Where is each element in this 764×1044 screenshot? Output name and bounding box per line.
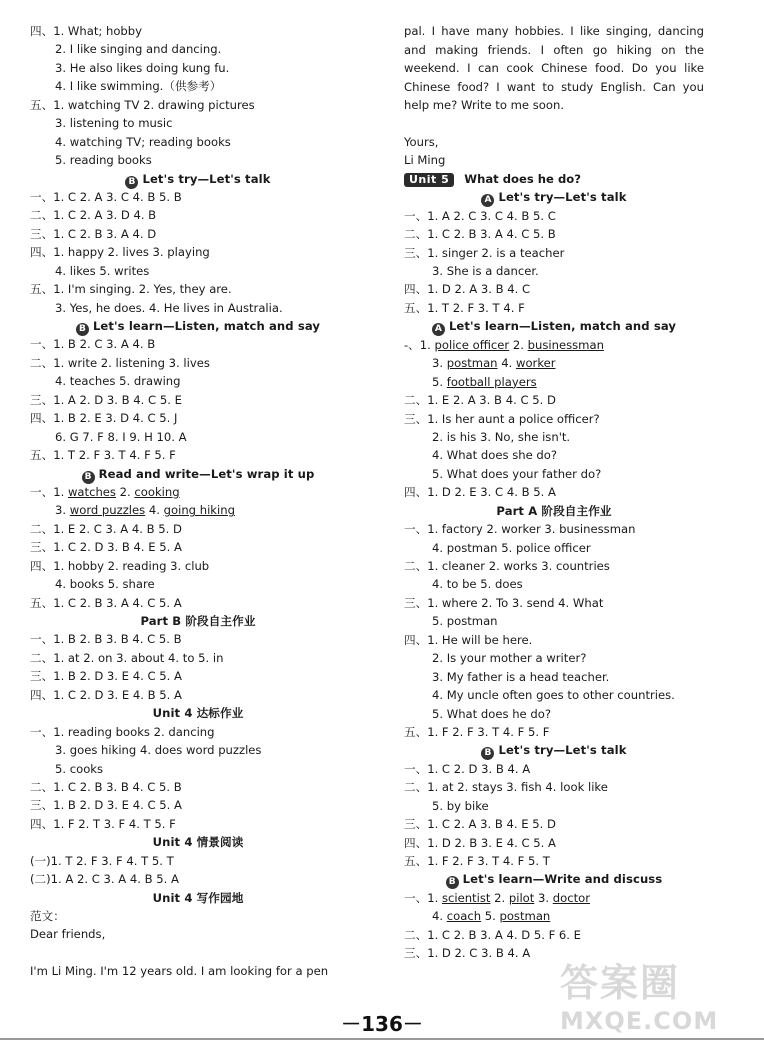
answer-line: 3. listening to music — [55, 116, 173, 131]
answer-line: 5. cooks — [55, 761, 104, 776]
answer-line: 一、1. B 2. C 3. A 4. B — [30, 337, 156, 352]
answer-line: 2. Is your mother a writer? — [432, 651, 587, 666]
answer-line: 五、1. I'm singing. 2. Yes, they are. — [30, 282, 232, 297]
answer-sep: 3. — [534, 890, 553, 905]
section-heading — [30, 465, 366, 483]
letter-signature: Li Ming — [404, 153, 446, 168]
section-heading: Unit 4 情景阅读 — [152, 835, 244, 850]
answer-line: 4. postman 5. police officer — [432, 540, 591, 555]
answer-prefix: 3. — [432, 356, 447, 371]
model-essay-label: 范文： — [30, 909, 65, 923]
answer-line: 4. watching TV; reading books — [55, 134, 231, 149]
answer-line: 五、1. C 2. B 3. A 4. C 5. A — [30, 595, 182, 610]
section-badge: B — [125, 176, 138, 189]
section-heading — [404, 317, 704, 335]
answer-line: 3. She is a dancer. — [432, 264, 539, 278]
section-heading: Unit 4 达标作业 — [152, 706, 244, 721]
answer-line: 二、1. at 2. on 3. about 4. to 5. in — [30, 650, 224, 665]
answer-sep: 5. — [481, 909, 500, 924]
answer-line: 4. What does she do? — [432, 448, 558, 463]
answer-line: 三、1. Is her aunt a police officer? — [404, 411, 600, 426]
answer-line — [404, 373, 704, 391]
answer-line: 二、1. write 2. listening 3. lives — [30, 355, 210, 370]
answer-line: 二、1. C 2. B 3. A 4. D 5. F 6. E — [404, 927, 581, 942]
answer-line: 一、1. A 2. C 3. C 4. B 5. C — [404, 208, 556, 223]
section-heading: Part B 阶段自主作业 — [140, 614, 256, 628]
answer-line: 一、1. C 2. D 3. B 4. A — [404, 761, 531, 776]
answer-line: 一、1. factory 2. worker 3. businessman — [404, 522, 636, 537]
answer-line: 2. I like singing and dancing. — [55, 42, 222, 57]
answer-line: 一、1. C 2. A 3. C 4. B 5. B — [30, 189, 182, 204]
underlined-answer: pilot — [508, 890, 535, 905]
answer-line: 5. reading books — [55, 153, 152, 168]
answer-line: 3. My father is a head teacher. — [432, 669, 610, 684]
answer-line: 5. What does he do? — [432, 706, 551, 721]
underlined-answer: businessman — [527, 337, 604, 352]
answer-line: 五、1. F 2. F 3. T 4. F 5. F — [404, 724, 550, 739]
answer-line: 四、1. What; hobby — [30, 24, 143, 38]
underlined-answer: going hiking — [163, 503, 235, 518]
unit-badge: Unit 5 — [404, 173, 454, 187]
right-column — [404, 22, 704, 963]
answer-line: 三、1. where 2. To 3. send 4. What — [404, 595, 604, 610]
section-title: Let's try—Let's talk — [498, 190, 627, 205]
answer-line: 4. likes 5. writes — [55, 263, 150, 278]
answer-line — [404, 354, 704, 372]
answer-line: 二、1. at 2. stays 3. fish 4. look like — [404, 780, 608, 795]
page-number: －136－ — [341, 1012, 423, 1036]
unit-heading — [404, 170, 704, 188]
answer-line: (一)1. T 2. F 3. F 4. T 5. T — [30, 853, 174, 868]
section-badge: B — [446, 876, 459, 889]
answer-sep: 2. — [115, 484, 135, 499]
section-title: Let's learn—Listen, match and say — [448, 319, 677, 334]
section-title: Let's learn—Write and discuss — [462, 872, 663, 887]
answer-line: 五、1. T 2. F 3. T 4. F 5. F — [30, 448, 176, 463]
watermark-url: MXQE.COM — [560, 1007, 719, 1035]
answer-prefix: 4. — [432, 909, 447, 924]
answer-line: 三、1. B 2. D 3. E 4. C 5. A — [30, 669, 182, 684]
section-heading: Part A 阶段自主作业 — [496, 503, 612, 518]
answer-line: 4. to be 5. does — [432, 577, 523, 592]
answer-line: 3. Yes, he does. 4. He lives in Australia. — [55, 300, 283, 315]
answer-line: 4. My uncle often goes to other countries. — [432, 688, 675, 703]
answer-line: 三、1. B 2. D 3. E 4. C 5. A — [30, 798, 182, 813]
answer-line: 四、1. happy 2. lives 3. playing — [30, 245, 210, 260]
answer-sep: 2. — [490, 890, 509, 905]
section-badge: A — [481, 194, 494, 207]
letter-greeting: Dear friends, — [30, 927, 106, 942]
answer-sep: 4. — [145, 503, 164, 518]
answer-line: 一、1. reading books 2. dancing — [30, 724, 215, 739]
underlined-answer: doctor — [552, 890, 590, 905]
letter-body: pal. I have many hobbies. I like singing, dancing and making friends. I often go hiking on the weekend. I can cook Chinese food. Do you like Chinese food? I want to study English. Can you help me? Write to me soon. — [404, 24, 704, 112]
letter-body-start: I'm Li Ming. I'm 12 years old. I am looking for a pen — [30, 964, 329, 979]
answer-line: 3. goes hiking 4. does word puzzles — [55, 743, 262, 758]
section-badge: B — [481, 747, 494, 760]
answer-line: 四、1. C 2. D 3. E 4. B 5. A — [30, 687, 182, 702]
answer-sep: 4. — [497, 356, 516, 371]
section-title: Read and write—Let's wrap it up — [98, 466, 315, 481]
answer-prefix: 5. — [432, 374, 447, 389]
answer-line: 四、1. B 2. E 3. D 4. C 5. J — [30, 411, 178, 426]
answer-line: 6. G 7. F 8. I 9. H 10. A — [55, 429, 187, 444]
answer-line: 四、1. hobby 2. reading 3. club — [30, 558, 210, 573]
underlined-answer: postman — [446, 356, 498, 371]
underlined-answer: postman — [499, 909, 551, 924]
answer-line: 5. by bike — [432, 798, 489, 813]
section-heading — [404, 188, 704, 206]
section-heading: Unit 4 写作园地 — [152, 890, 244, 905]
answer-line — [30, 483, 366, 501]
answer-line: 四、1. He will be here. — [404, 632, 533, 647]
answer-line: 二、1. cleaner 2. works 3. countries — [404, 559, 610, 573]
underlined-answer: scientist — [441, 890, 491, 905]
underlined-answer: football players — [446, 374, 537, 389]
underlined-answer: watches — [67, 484, 116, 499]
letter-closing: Yours, — [404, 134, 439, 149]
answer-line: 三、1. D 2. C 3. B 4. A — [404, 946, 531, 961]
answer-line — [30, 501, 366, 519]
answer-line: 三、1. singer 2. is a teacher — [404, 245, 565, 260]
answer-line: 二、1. C 2. B 3. A 4. C 5. B — [404, 227, 556, 242]
answer-line: 4. teaches 5. drawing — [55, 374, 181, 389]
answer-prefix: 一、1. — [30, 484, 68, 499]
section-badge: A — [432, 323, 445, 336]
underlined-answer: cooking — [134, 484, 180, 499]
left-column — [30, 22, 366, 981]
section-heading — [30, 170, 366, 188]
answer-line: 五、1. F 2. F 3. T 4. F 5. T — [404, 854, 550, 868]
answer-line: 一、1. B 2. B 3. B 4. C 5. B — [30, 632, 182, 647]
answer-line: 四、1. D 2. B 3. E 4. C 5. A — [404, 835, 556, 850]
answer-line: 5. What does your father do? — [432, 466, 602, 481]
answer-line — [404, 907, 704, 925]
answer-line: 4. books 5. share — [55, 577, 155, 592]
watermark-logo — [560, 952, 760, 1040]
answer-line: 三、1. C 2. A 3. B 4. E 5. D — [404, 817, 556, 832]
watermark-text: 答案圈 — [560, 961, 681, 1005]
section-heading — [404, 870, 704, 888]
section-heading — [404, 741, 704, 759]
answer-prefix: 3. — [55, 503, 70, 518]
answer-line: 3. He also likes doing kung fu. — [55, 60, 230, 75]
underlined-answer: word puzzles — [69, 503, 146, 518]
underlined-answer: police officer — [434, 337, 510, 352]
answer-line: 二、1. C 2. A 3. D 4. B — [30, 208, 157, 223]
answer-line: 二、1. C 2. B 3. B 4. C 5. B — [30, 779, 182, 794]
answer-sep: 2. — [509, 337, 528, 352]
section-badge: B — [76, 323, 89, 336]
answer-line — [404, 889, 704, 907]
answer-line: 三、1. A 2. D 3. B 4. C 5. E — [30, 392, 182, 407]
section-title: Let's try—Let's talk — [142, 171, 271, 186]
answer-line — [404, 336, 704, 354]
answer-line: (二)1. A 2. C 3. A 4. B 5. A — [30, 872, 179, 887]
answer-line: 四、1. D 2. E 3. C 4. B 5. A — [404, 485, 556, 500]
answer-prefix: 一、1. — [404, 890, 442, 905]
unit-title: What does he do? — [464, 171, 581, 186]
answer-line: 四、1. F 2. T 3. F 4. T 5. F — [30, 816, 176, 831]
section-badge: B — [82, 471, 95, 484]
answer-line: 五、1. watching TV 2. drawing pictures — [30, 97, 255, 112]
answer-line: 三、1. C 2. B 3. A 4. D — [30, 226, 157, 241]
section-title: Let's learn—Listen, match and say — [92, 319, 321, 333]
answer-line: 二、1. E 2. C 3. A 4. B 5. D — [30, 521, 182, 536]
answer-line: 四、1. D 2. A 3. B 4. C — [404, 282, 531, 297]
underlined-answer: worker — [515, 356, 556, 371]
answer-line: 五、1. T 2. F 3. T 4. F — [404, 300, 525, 315]
answer-line: 5. postman — [432, 614, 498, 629]
section-title: Let's try—Let's talk — [498, 743, 627, 758]
answer-line: 2. is his 3. No, she isn't. — [432, 429, 571, 444]
bottom-divider — [0, 1038, 764, 1040]
answer-line: 二、1. E 2. A 3. B 4. C 5. D — [404, 393, 556, 408]
answer-line: 三、1. C 2. D 3. B 4. E 5. A — [30, 540, 182, 555]
answer-line: 4. I like swimming.（供参考） — [55, 79, 222, 94]
underlined-answer: coach — [446, 909, 482, 924]
answer-prefix: -、1. — [404, 337, 435, 352]
section-heading — [30, 317, 366, 335]
